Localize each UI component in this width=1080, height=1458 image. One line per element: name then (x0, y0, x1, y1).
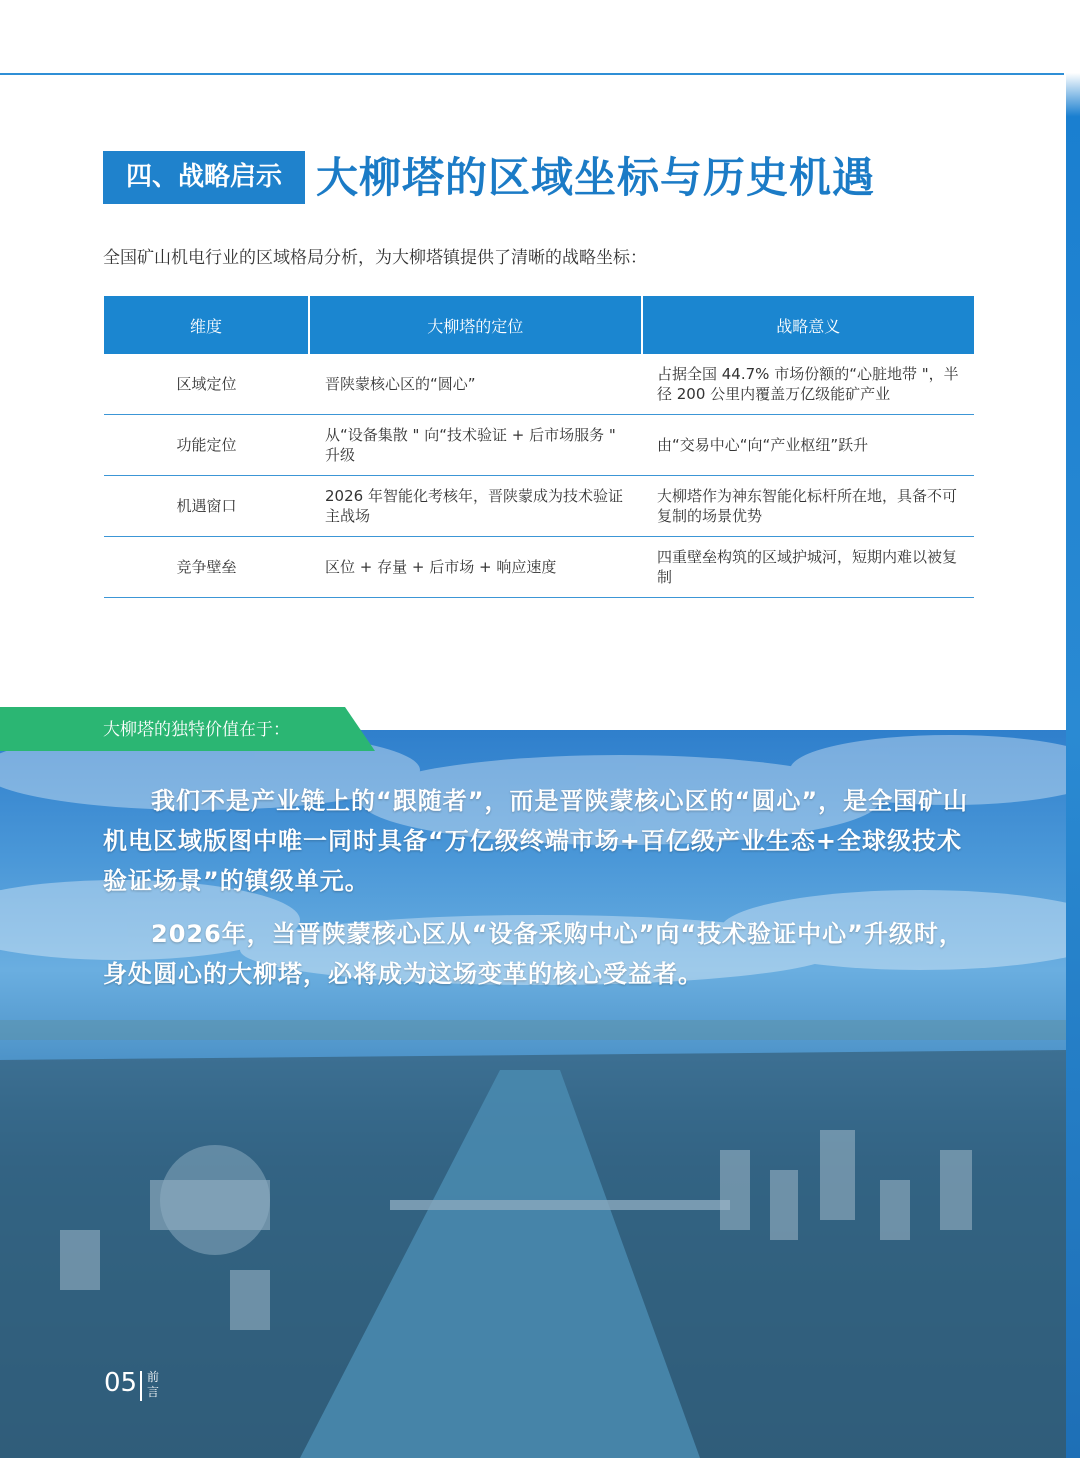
page-title: 大柳塔的区域坐标与历史机遇 (316, 153, 876, 202)
value-label: 大柳塔的独特价值在于： (103, 720, 290, 740)
header-cell: 大柳塔的定位 (310, 296, 642, 354)
strategy-table (104, 296, 974, 598)
page-number: 05 (104, 1368, 138, 1398)
table-cell: 从“设备集散 " 向“技术验证 + 后市场服务 " 升级 (325, 426, 616, 464)
table-cell: 功能定位 (176, 436, 237, 454)
table-cell: 由“交易中心“向“产业枢纽”跃升 (657, 436, 869, 454)
table-cell: 占据全国 44.7% 市场份额的“心脏地带 "，半径 200 公里内覆盖万亿级能矿产业 (657, 365, 959, 403)
footer-section-name: 前言 (147, 1370, 160, 1399)
value-paragraph-2: 2026年，当晋陕蒙核心区从“设备采购中心”向“技术验证中心”升级时，身处圆心的大柳塔，必将成为这场变革的核心受益者。 (103, 920, 964, 988)
table-row (104, 415, 974, 476)
table-cell: 2026 年智能化考核年，晋陕蒙成为技术验证主战场 (325, 487, 623, 525)
intro-text: 全国矿山机电行业的区域格局分析，为大柳塔镇提供了清晰的战略坐标： (103, 248, 647, 268)
top-divider (0, 73, 1064, 75)
page-number-divider (140, 1371, 142, 1401)
table-cell: 竞争壁垒 (176, 558, 237, 576)
table-cell: 机遇窗口 (176, 497, 237, 515)
header-cell: 战略意义 (776, 316, 841, 336)
table-row (104, 537, 974, 598)
table-cell: 区位 + 存量 + 后市场 + 响应速度 (325, 558, 557, 576)
table-cell: 大柳塔作为神东智能化标杆所在地，具备不可复制的场景优势 (657, 487, 958, 525)
section-tag: 四、战略启示 (103, 151, 305, 204)
table-row (104, 476, 974, 537)
table-cell: 区域定位 (176, 375, 237, 393)
right-edge-band (1066, 0, 1080, 1458)
table-cell: 晋陕蒙核心区的“圆心” (325, 375, 476, 393)
header-cell: 维度 (104, 296, 310, 354)
table-row (104, 354, 974, 415)
table-header (104, 296, 974, 354)
table-cell: 四重壁垒构筑的区域护城河，短期内难以被复制 (657, 548, 958, 586)
value-paragraph-1: 我们不是产业链上的“跟随者”，而是晋陕蒙核心区的“圆心”，是全国矿山机电区域版图中唯一同时具备“万亿级终端市场+百亿级产业生态+全球级技术验证场景”的镇级单元。 (103, 787, 969, 895)
